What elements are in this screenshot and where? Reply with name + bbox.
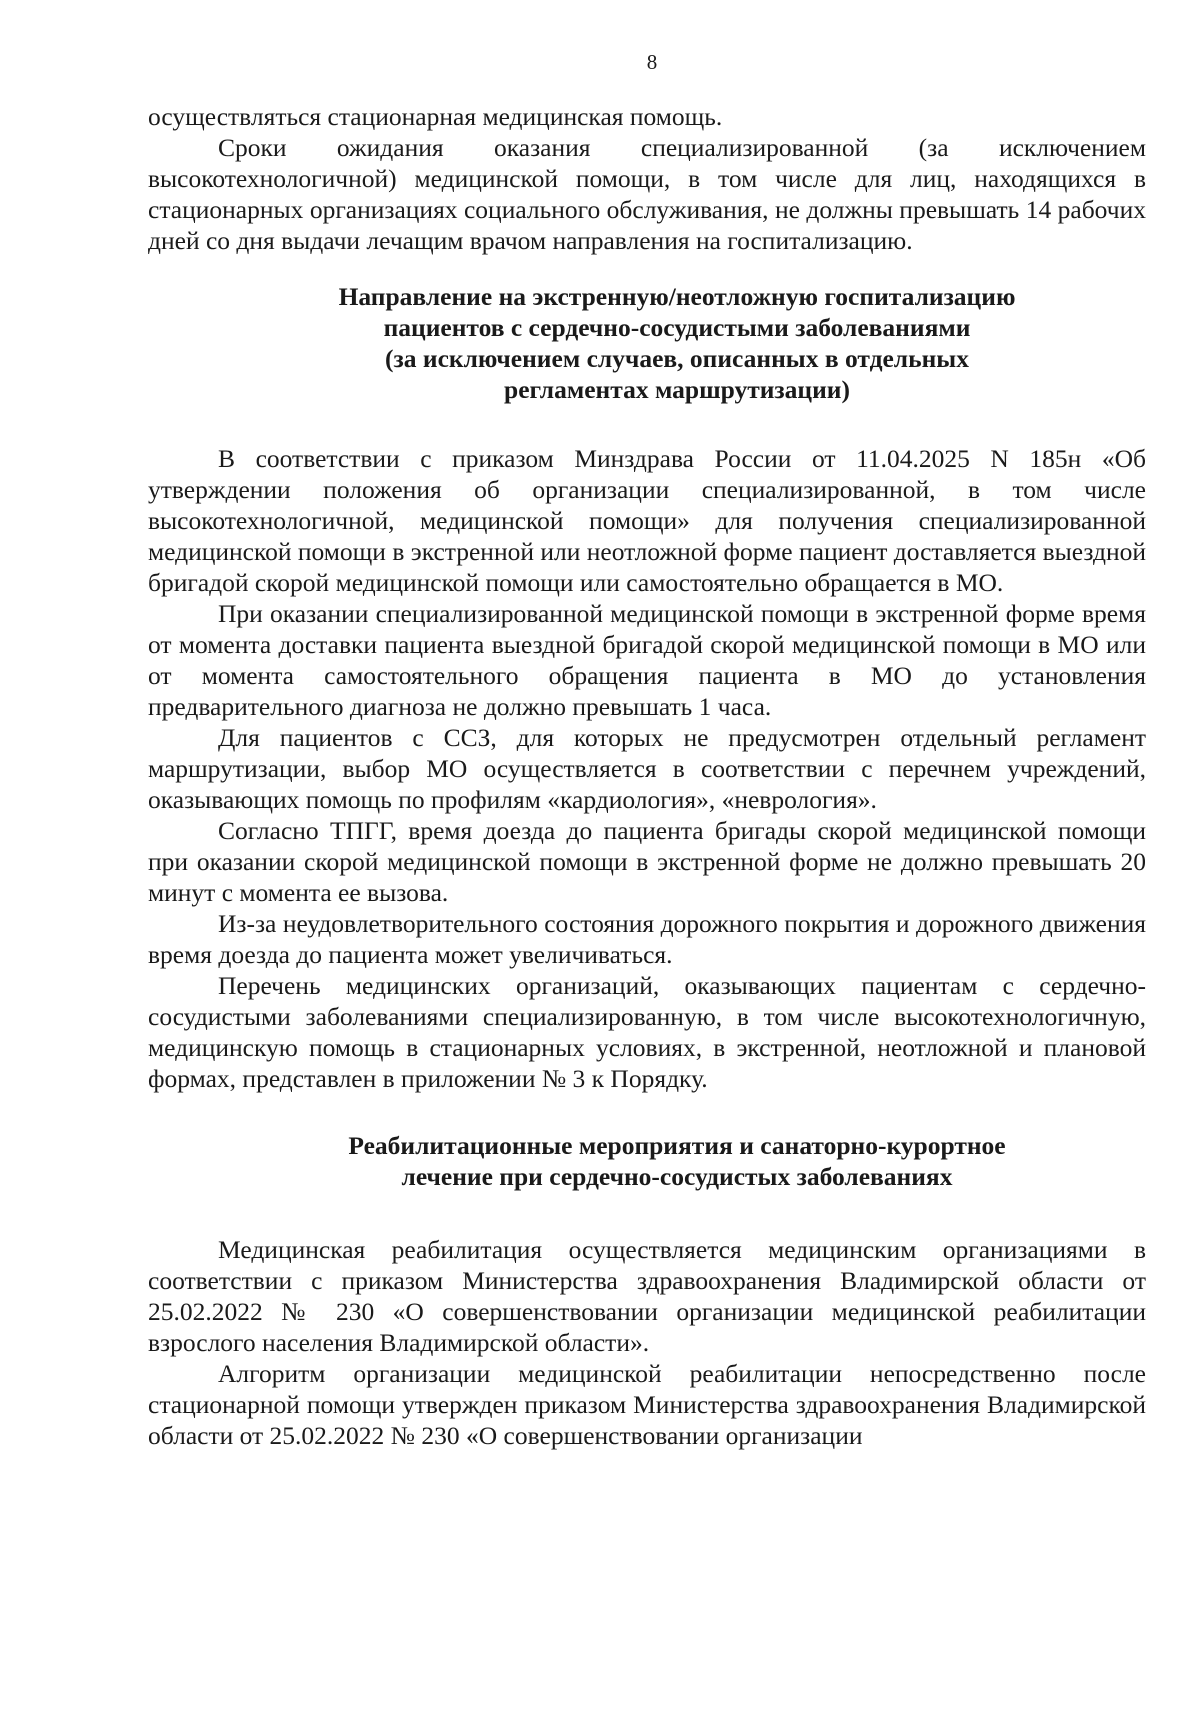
document-page (148, 50, 1146, 1451)
heading-line: пациентов с сердечно-сосудистыми заболеваниями (383, 313, 971, 342)
body-paragraph: Для пациентов с ССЗ, для которых не предусмотрен отдельный регламент маршрутизации, выбор МО осуществляется в соответствии с перечнем учреждений, оказывающих помощь по профилям «кардиология», «неврология». (148, 723, 1146, 814)
continuation-paragraph: осуществляться стационарная медицинская помощь. (148, 102, 723, 131)
page-number: 8 (646, 50, 658, 74)
heading-line: (за исключением случаев, описанных в отдельных (385, 344, 969, 373)
heading-line: Реабилитационные мероприятия и санаторно-курортное (348, 1131, 1006, 1160)
waiting-time-paragraph: Сроки ожидания оказания специализированной (за исключением высокотехнологичной) медицинской помощи, в том числе для лиц, находящихся в стационарных организациях социального обслуживания, не должны превышать 14 рабочих дней со дня выдачи лечащим врачом направления на госпитализацию. (148, 133, 1146, 255)
body-paragraph: Из-за неудовлетворительного состояния дорожного покрытия и дорожного движения время доезда до пациента может увеличиваться. (148, 909, 1146, 969)
body-paragraph: В соответствии с приказом Минздрава России от 11.04.2025 N 185н «Об утверждении положения об организации специализированной, в том числе высокотехнологичной, медицинской помощи» для получения специализированной медицинской помощи в экстренной или неотложной форме пациент доставляется выездной бригадой скорой медицинской помощи или самостоятельно обращается в МО. (148, 444, 1146, 597)
body-paragraph: Медицинская реабилитация осуществляется медицинским организациями в соответствии с приказом Министерства здравоохранения Владимирской области от 25.02.2022 № 230 «О совершенствовании организации медицинской реабилитации взрослого населения Владимирской области». (148, 1235, 1146, 1357)
body-paragraph: Перечень медицинских организаций, оказывающих пациентам с сердечно-сосудистыми заболеваниями специализированную, в том числе высокотехнологичную, медицинскую помощь в стационарных условиях, в экстренной, неотложной и плановой формах, представлен в приложении № 3 к Порядку. (148, 971, 1146, 1093)
section-heading-rehabilitation (148, 1130, 1146, 1192)
section-heading-emergency-hospitalization (148, 281, 1146, 405)
heading-line: Направление на экстренную/неотложную госпитализацию (338, 282, 1016, 311)
heading-line: регламентах маршрутизации) (504, 375, 850, 404)
heading-line: лечение при сердечно-сосудистых заболеваниях (401, 1162, 953, 1191)
body-paragraph: Алгоритм организации медицинской реабилитации непосредственно после стационарной помощи утвержден приказом Министерства здравоохранения Владимирской области от 25.02.2022 № 230 «О совершенствовании организации (148, 1359, 1146, 1450)
body-paragraph: При оказании специализированной медицинской помощи в экстренной форме время от момента доставки пациента выездной бригадой скорой медицинской помощи в МО или от момента самостоятельного обращения пациента в МО до установления предварительного диагноза не должно превышать 1 часа. (148, 599, 1146, 721)
body-paragraph: Согласно ТПГГ, время доезда до пациента бригады скорой медицинской помощи при оказании скорой медицинской помощи в экстренной форме не должно превышать 20 минут с момента ее вызова. (148, 816, 1146, 907)
